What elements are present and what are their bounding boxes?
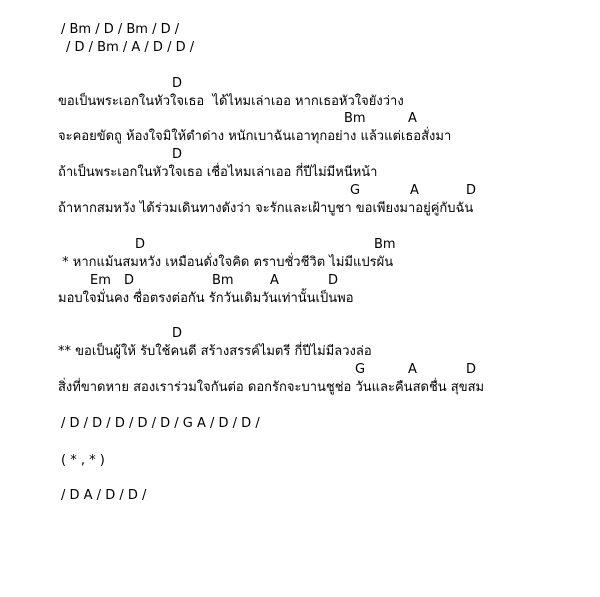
chord-label: D	[124, 273, 135, 288]
chord-label: D	[172, 147, 183, 162]
intro-line-2: / D / Bm / A / D / D /	[66, 40, 195, 55]
lyric-line: * หากแม้นสมหวัง เหมือนดั่งใจคิด ตราบชั่วชีวิต ไม่มีแปรผัน	[58, 255, 394, 270]
repeat-marker: ( * , * )	[61, 453, 105, 468]
chord-label: D	[172, 76, 183, 91]
chord-label: Bm	[344, 111, 366, 126]
lyric-line: ถ้าเป็นพระเอกในหัวใจเธอ เชื่อไหมเล่าเออ กี่ปีไม่มีหนีหน้า	[58, 165, 378, 180]
chord-label: A	[408, 111, 417, 126]
lyric-line: ถ้าหากสมหวัง ได้ร่วมเดินทางดังว่า จะรักและเฝ้าบูชา ขอเพียงมาอยู่คู่กับฉัน	[58, 201, 474, 216]
lyric-line: จะคอยขัดถู ห้องใจมิให้ดำด่าง หนักเบาฉันเอาทุกอย่าง แล้วแต่เธอสั่งมา	[58, 129, 452, 144]
chord-label: A	[410, 183, 419, 198]
chord-label: D	[172, 326, 183, 341]
lyric-line: ขอเป็นพระเอกในหัวใจเธอ ได้ไหมเล่าเออ หากเธอหัวใจยังว่าง	[58, 94, 404, 109]
chord-label: D	[466, 183, 477, 198]
chord-label: G	[355, 362, 366, 377]
chord-label: Bm	[374, 237, 396, 252]
chord-label: D	[135, 237, 146, 252]
chord-label: D	[328, 273, 339, 288]
ending-line: / D A / D / D /	[61, 488, 147, 503]
chord-label: A	[408, 362, 417, 377]
lyric-line: มอบใจมั่นคง ซื่อตรงต่อกัน รักวันเดิมวันเท่านั้นเป็นพอ	[58, 291, 354, 306]
lyric-line: ** ขอเป็นผู้ให้ รับใช้คนดี สร้างสรรค์ไมตรี กี่ปีไม่มีลวงล่อ	[58, 344, 372, 359]
instrumental-line: / D / D / D / D / D / G A / D / D /	[61, 416, 260, 431]
intro-line-1: / Bm / D / Bm / D /	[61, 22, 180, 37]
chord-label: A	[270, 273, 279, 288]
chord-label: Em	[90, 273, 111, 288]
chord-label: D	[466, 362, 477, 377]
lyric-line: สิ่งที่ขาดหาย สองเราร่วมใจกันต่อ ดอกรักจะบานชูช่อ วันและคืนสดชื่น สุขสม	[58, 380, 485, 395]
chord-label: G	[350, 183, 361, 198]
chord-label: Bm	[212, 273, 234, 288]
